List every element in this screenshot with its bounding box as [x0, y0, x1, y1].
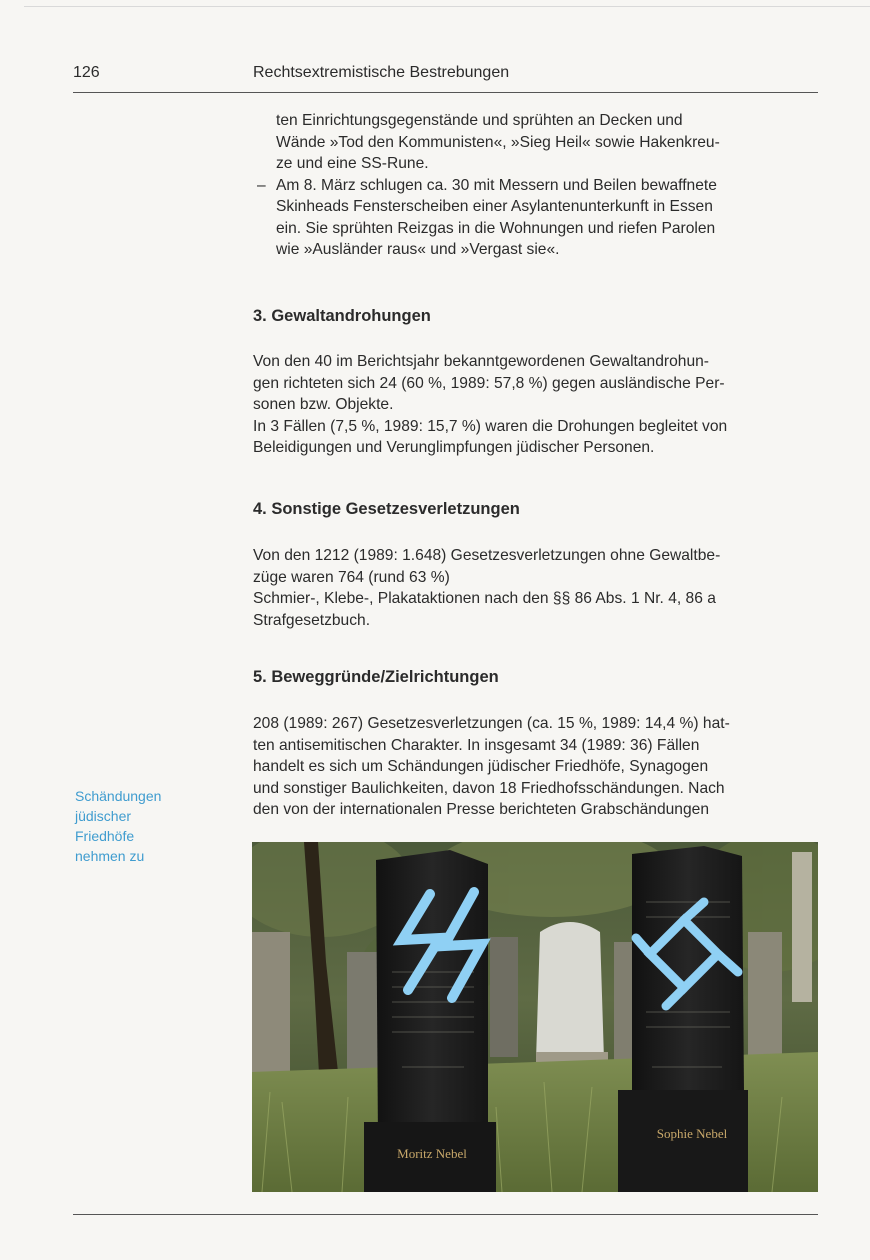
white-gravestone	[536, 922, 604, 1060]
cemetery-photo	[252, 842, 818, 1192]
gravestone-bg	[252, 932, 290, 1082]
margin-note	[75, 786, 245, 866]
margin-note-line: jüdischer	[75, 808, 132, 824]
intro-block	[253, 110, 819, 261]
text-line: wie »Ausländer raus« und »Vergast sie«.	[276, 241, 560, 258]
text-line: ein. Sie sprühten Reizgas in die Wohnungen und riefen Parolen	[276, 219, 716, 237]
text-line: den von der internationalen Presse berichteten Grabschändungen	[253, 801, 709, 818]
text-line: Skinheads Fensterscheiben einer Asylantenunterkunft in Essen	[276, 198, 713, 215]
section-4-body	[253, 545, 819, 631]
margin-note-line: nehmen zu	[75, 848, 145, 864]
right-stone-name: Sophie Nebel	[656, 1126, 728, 1141]
right-gravestone-base	[618, 1090, 748, 1192]
gravestone-bg	[490, 937, 518, 1057]
left-stone-name: Moritz Nebel	[397, 1146, 467, 1161]
text-line: Wände »Tod den Kommunisten«, »Sieg Heil« sowie Hakenkreu-	[276, 133, 720, 151]
text-line: Schmier-, Klebe-, Plakataktionen nach den §§ 86 Abs. 1 Nr. 4, 86 a	[253, 590, 716, 607]
text-line: ze und eine SS-Rune.	[276, 155, 429, 172]
section-heading-5: 5. Beweggründe/Zielrichtungen	[253, 668, 499, 686]
text-line: Am 8. März schlugen ca. 30 mit Messern und Beilen bewaffnete	[276, 176, 717, 194]
text-line: Strafgesetzbuch.	[253, 611, 371, 629]
text-line: handelt es sich um Schändungen jüdischer Friedhöfe, Synagogen	[253, 758, 709, 775]
list-item-continuation	[253, 110, 819, 175]
section-5-body	[253, 713, 819, 821]
text-line: ten antisemitischen Charakter. In insgesamt 34 (1989: 36) Fällen	[253, 736, 700, 754]
section-heading-4: 4. Sonstige Gesetzesverletzungen	[253, 500, 520, 518]
page-number: 126	[73, 64, 100, 81]
text-line: Beleidigungen und Verunglimpfungen jüdischer Personen.	[253, 439, 655, 456]
margin-note-line: Friedhöfe	[75, 828, 135, 844]
text-line: ten Einrichtungsgegenstände und sprühten an Decken und	[276, 112, 683, 129]
page-edge	[24, 6, 870, 7]
text-line: und sonstiger Baulichkeiten, davon 18 Friedhofsschändungen. Nach	[253, 779, 725, 797]
text-line: Von den 40 im Berichtsjahr bekanntgewordenen Gewaltandrohun-	[253, 353, 709, 370]
text-line: In 3 Fällen (7,5 %, 1989: 15,7 %) waren die Drohungen begleitet von	[253, 417, 728, 435]
section-heading-3: 3. Gewaltandrohungen	[253, 307, 431, 325]
text-line: 208 (1989: 267) Gesetzesverletzungen (ca. 15 %, 1989: 14,4 %) hat-	[253, 715, 730, 732]
list-dash: –	[257, 176, 266, 194]
text-line: züge waren 764 (rund 63 %)	[253, 568, 450, 586]
text-line: sonen bzw. Objekte.	[253, 396, 394, 413]
right-gravestone	[632, 846, 744, 1092]
list-item-essen	[253, 175, 819, 261]
text-line: Von den 1212 (1989: 1.648) Gesetzesverletzungen ohne Gewaltbe-	[253, 547, 721, 564]
footer-rule	[73, 1214, 818, 1215]
text-line: gen richteten sich 24 (60 %, 1989: 57,8 %) gegen ausländische Per-	[253, 374, 725, 392]
section-3-body	[253, 351, 819, 459]
header-rule	[73, 92, 818, 93]
running-title: Rechtsextremistische Bestrebungen	[253, 64, 510, 81]
gravestone-bg	[792, 852, 812, 1002]
margin-note-line: Schändungen	[75, 788, 162, 804]
